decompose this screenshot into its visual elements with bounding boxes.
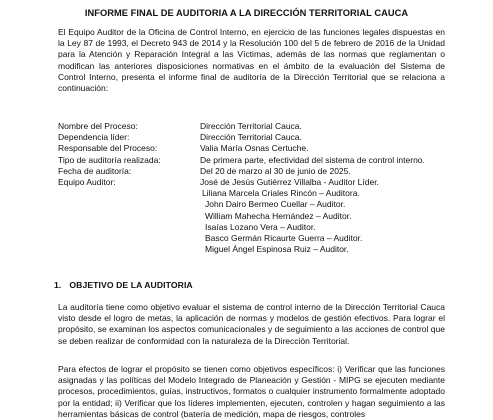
field-value: Del 20 de marzo al 30 de junio de 2025.: [200, 165, 351, 176]
section-number: 1.: [54, 280, 62, 290]
auditor-name: Liliana Marcela Criales Rincón – Auditora.: [202, 188, 360, 199]
auditor-row: [58, 222, 448, 233]
auditor-name: Isaías Lozano Vera – Auditor.: [205, 221, 316, 232]
auditor-row: [58, 244, 448, 255]
field-value: José de Jesús Gutiérrez Villalba - Auditor Líder.: [200, 176, 379, 187]
audit-info-fields: [58, 121, 448, 255]
field-value: Dirección Territorial Cauca.: [200, 121, 302, 131]
report-title: INFORME FINAL DE AUDITORIA A LA DIRECCIÓN TERRITORIAL CAUCA: [84, 8, 409, 18]
field-row: [58, 143, 448, 154]
auditor-row: [58, 211, 448, 222]
auditor-row: [58, 199, 448, 210]
auditor-row: [58, 233, 448, 244]
auditor-row: [58, 188, 448, 199]
field-label: Equipo Auditor:: [58, 176, 116, 187]
field-label: Responsable del Proceso:: [58, 143, 158, 154]
field-row: [58, 121, 448, 132]
auditor-name: John Dairo Bermeo Cuellar – Auditor.: [205, 199, 346, 210]
field-label: Nombre del Proceso:: [58, 121, 138, 131]
field-label: Tipo de auditoría realizada:: [58, 154, 161, 165]
field-value: Valia María Osnas Certuche.: [200, 143, 309, 154]
auditor-name: Basco Germán Ricaurte Guerra – Auditor.: [205, 232, 363, 243]
field-row: [58, 155, 448, 166]
specific-objectives-paragraph: Para efectos de lograr el propósito se tienen como objetivos específicos: i) Verificar que las funciones asignadas y las políticas del Modelo Integrado de Planeación y Gestión - MIPG se ejecuten mediante procesos, procedimientos, guías, instructivos, formatos o cualquier instrumento formalmente adoptado por la entidad; ii) Verificar que los líderes implementen, ejecuten, controlen y hagan seguimiento a las herramientas básicas de control (batería de medición, mapa de riesgos, controles: [58, 364, 445, 419]
field-row: [58, 166, 448, 177]
field-label: Dependencia líder:: [58, 132, 130, 143]
field-value: Dirección Territorial Cauca.: [200, 132, 302, 143]
auditor-name: William Mahecha Hernández – Auditor.: [205, 210, 352, 221]
section-title: OBJETIVO DE LA AUDITORIA: [69, 280, 193, 290]
intro-paragraph: El Equipo Auditor de la Oficina de Control Interno, en ejercicio de las funciones legales dispuestas en la Ley 87 de 1993, el Decreto 943 de 2014 y la Resolución 100 del 5 de febrero de 2016 de la Unidad para la Atención y Reparación Integral a las Víctimas, además de las normas que reglamentan o modifican las anteriores disposiciones normativas en el ámbito de la evaluación del Sistema de Control Interno, presenta el informe final de auditoría de la Dirección Territorial que se relaciona a continuación:: [58, 27, 445, 94]
field-label: Fecha de auditoría:: [58, 165, 132, 176]
auditor-name: Miguel Ángel Espinosa Ruiz – Auditor.: [205, 244, 349, 255]
objective-paragraph: La auditoría tiene como objetivo evaluar el sistema de control interno de la Dirección Territorial Cauca visto desde el logro de metas, la aplicación de normas y modelos de gestión efectivos. Para lograr el propósito, se examinan los aspectos comunicacionales y de seguimiento a las acciones de control que se deben realizar de conformidad con la naturaleza de la Dirección Territorial.: [58, 302, 445, 346]
field-value: De primera parte, efectividad del sistema de control interno.: [200, 154, 425, 165]
section-heading: [54, 280, 193, 290]
field-row: [58, 177, 448, 188]
field-row: [58, 132, 448, 143]
